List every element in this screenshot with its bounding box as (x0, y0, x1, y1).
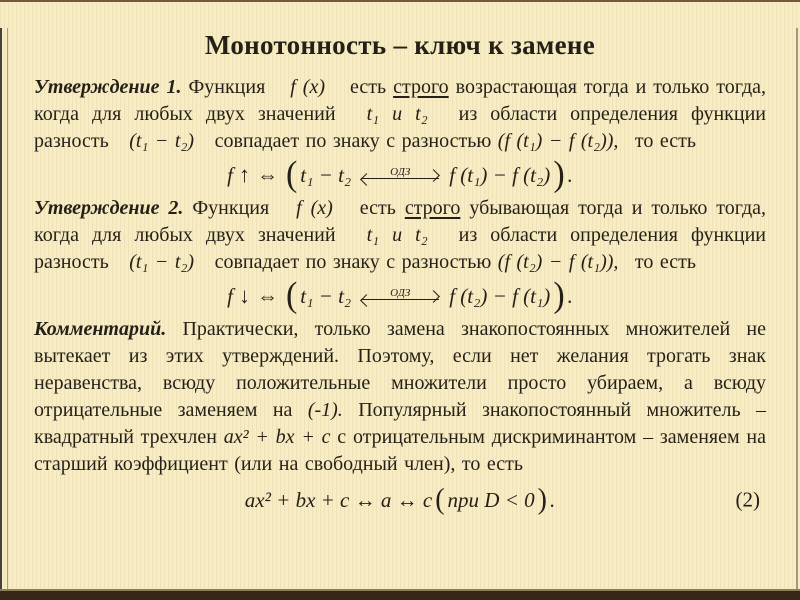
slide-content (34, 28, 766, 520)
formula-1-open-paren: ( (285, 155, 298, 194)
formula-2-down-arrow: ↓ (238, 283, 250, 308)
statement-2-text-3: убывающая тогда и только тогда, когда для любых двух значений (34, 197, 767, 246)
statement-1-text-5: совпадает по знаку с разностью (214, 130, 492, 152)
formula-3-period: . (549, 487, 556, 512)
statement-2-label: Утверждение 2. (34, 197, 184, 219)
statement-1-text-6: то есть (634, 130, 696, 152)
formula-2-odz-label: ОДЗ (390, 286, 411, 299)
formula-2-iff-arrow: ⇔ (256, 283, 278, 308)
statement-2-math-fdiff: (f (t₂) − f (t₁)), (497, 251, 619, 273)
statement-1-math-t1t2: t₁ и t₂ (366, 103, 428, 125)
formula-1-period: . (567, 162, 573, 187)
statement-2-math-t1t2: t₁ и t₂ (366, 224, 428, 246)
statement-1-label: Утверждение 1. (34, 76, 182, 98)
double-arrow-icon (361, 299, 439, 301)
formula-2-rhs: f (t₂) − f (t₁) (449, 283, 551, 308)
formula-3-condition: при D < 0 (447, 487, 535, 512)
double-arrow-icon (361, 178, 439, 180)
statement-1-math-fx: f (x) (290, 76, 325, 98)
formula-1-close-paren: ) (553, 155, 565, 194)
page-title: Монотонность – ключ к замене (204, 30, 596, 60)
formula-1-function: f (227, 162, 233, 187)
page-number: (2) (735, 487, 760, 512)
formula-2-close-paren: ) (553, 276, 565, 315)
formula-increasing (34, 155, 766, 195)
formula-1-iff-arrow: ⇔ (256, 162, 278, 187)
formula-3-close-paren: ) (537, 483, 547, 516)
statement-2-text-6: то есть (634, 251, 696, 273)
formula-3-math: ax² + bx + c ↔ a ↔ c (244, 487, 433, 512)
comment-label: Комментарий. (34, 318, 167, 340)
statement-1-text-4: из области определения функции разность (34, 103, 766, 152)
comment-text-2: Популярный знакопостоянный множитель – квадратный трехчлен (34, 399, 766, 448)
formula-1-odz-label: ОДЗ (390, 165, 411, 178)
comment-paragraph (34, 316, 766, 478)
statement-1-text-2: есть (349, 76, 387, 98)
top-border-line (0, 0, 800, 2)
statement-1-underlined-strogo: строго (393, 76, 449, 98)
formula-2-function: f (227, 283, 233, 308)
comment-math-trinomial: ax² + bx + c (223, 426, 331, 448)
statement-1-text-3: возрастающая тогда и только тогда, когда для любых двух значений (34, 76, 767, 125)
formula-decreasing (34, 276, 766, 316)
formula-2-period: . (567, 283, 573, 308)
formula-1-lhs: t₁ − t₂ (300, 162, 352, 187)
left-inner-line (7, 28, 8, 591)
right-edge-line (796, 28, 798, 591)
formula-3-open-paren: ( (435, 483, 445, 516)
statement-2-text-2: есть (359, 197, 396, 219)
formula-2-open-paren: ( (285, 276, 298, 315)
statement-1-text-1: Функция (188, 76, 266, 98)
statement-2-paragraph (34, 195, 766, 276)
statement-2-underlined-strogo: строго (404, 197, 461, 219)
statement-2-math-fx: f (x) (296, 197, 333, 219)
formula-1-rhs: f (t₁) − f (t₂) (449, 162, 551, 187)
formula-replacement-row (34, 480, 766, 520)
statement-2-text-4: из области определения функции разность (34, 224, 766, 273)
statement-2-math-diff: (t₁ − t₂) (129, 251, 195, 273)
statement-2-text-5: совпадает по знаку с разностью (214, 251, 492, 273)
statement-1-paragraph (34, 74, 766, 155)
comment-minus-one: (-1). (307, 399, 343, 421)
formula-1-up-arrow: ↑ (238, 162, 250, 187)
formula-2-lhs: t₁ − t₂ (300, 283, 352, 308)
bottom-border-band (0, 591, 800, 600)
formula-2-odz-arrow (361, 288, 439, 301)
statement-1-math-fdiff: (f (t₁) − f (t₂)), (497, 130, 619, 152)
statement-2-text-1: Функция (192, 197, 270, 219)
statement-1-math-diff: (t₁ − t₂) (129, 130, 195, 152)
left-edge-line (0, 28, 2, 591)
comment-text-3: с отрицательным дискриминантом – заменяем на старший коэффициент (или на свободный член), то есть (34, 426, 767, 475)
formula-1-odz-arrow (361, 167, 439, 180)
comment-text-1: Практически, только замена знакопостоянных множителей не вытекает из этих утверждений. Поэтому, если нет желания трогать знак неравенства, всюду положительные множители просто убираем, а всюду отрицательные заменяем на (34, 318, 766, 421)
